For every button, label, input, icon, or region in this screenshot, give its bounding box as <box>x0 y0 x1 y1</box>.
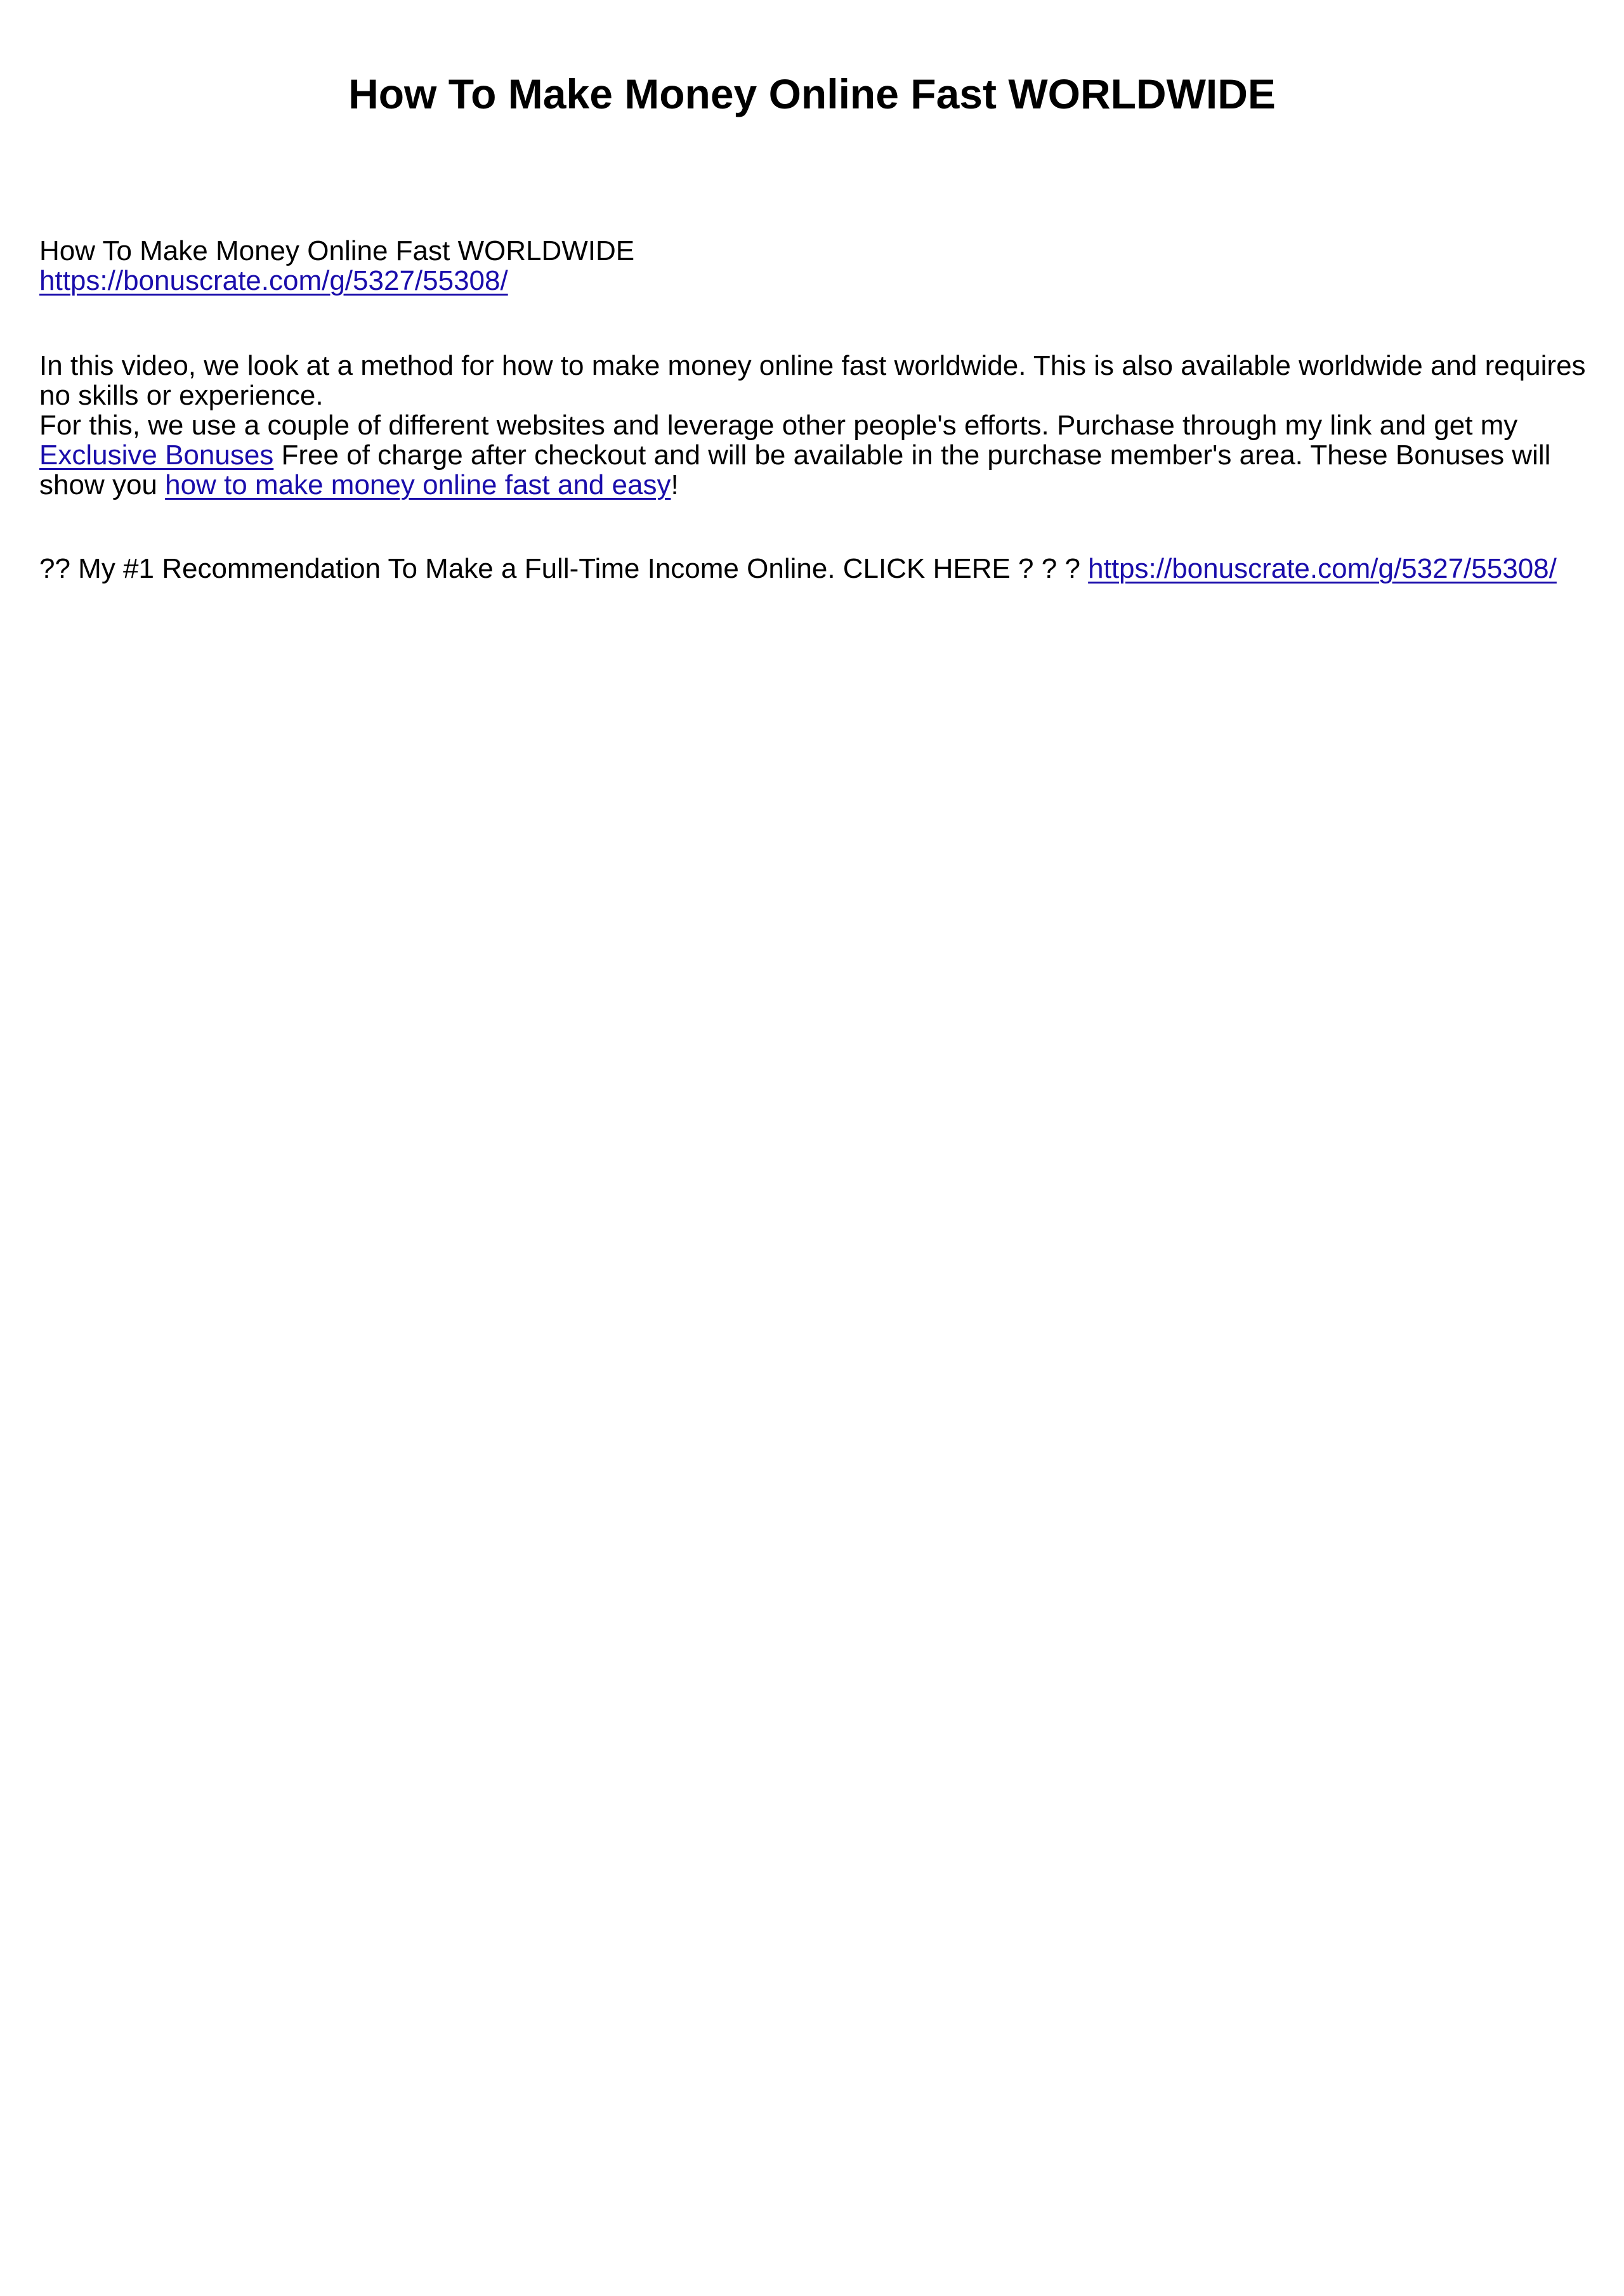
recommendation-line <box>39 554 1587 584</box>
description-text-prefix: For this, we use a couple of different websites and leverage other people's efforts. Purchase through my link and get my <box>39 410 1518 441</box>
intro-block <box>39 236 1587 296</box>
bonuscrate-link-bottom[interactable]: https://bonuscrate.com/g/5327/55308/ <box>1088 553 1557 584</box>
intro-subtitle: How To Make Money Online Fast WORLDWIDE <box>39 235 635 266</box>
description-text-suffix: ! <box>671 469 679 500</box>
page-title: How To Make Money Online Fast WORLDWIDE <box>348 70 1276 117</box>
description-text-middle: Free of charge after checkout and will be available in the purchase member's area. These Bonuses will show you <box>39 440 1551 500</box>
description-line-2 <box>39 410 1587 500</box>
recommendation-block <box>39 554 1587 584</box>
description-line-1: In this video, we look at a method for how to make money online fast worldwide. This is also available worldwide and requires no skills or experience. <box>39 350 1586 411</box>
intro-link-line <box>39 266 1587 296</box>
description-block <box>39 351 1587 500</box>
how-to-make-money-link[interactable]: how to make money online fast and easy <box>165 469 671 500</box>
exclusive-bonuses-link[interactable]: Exclusive Bonuses <box>39 440 274 471</box>
bonuscrate-link-top[interactable]: https://bonuscrate.com/g/5327/55308/ <box>39 265 508 296</box>
recommendation-text: ?? My #1 Recommendation To Make a Full-Time Income Online. CLICK HERE ? ? ? <box>39 553 1089 584</box>
